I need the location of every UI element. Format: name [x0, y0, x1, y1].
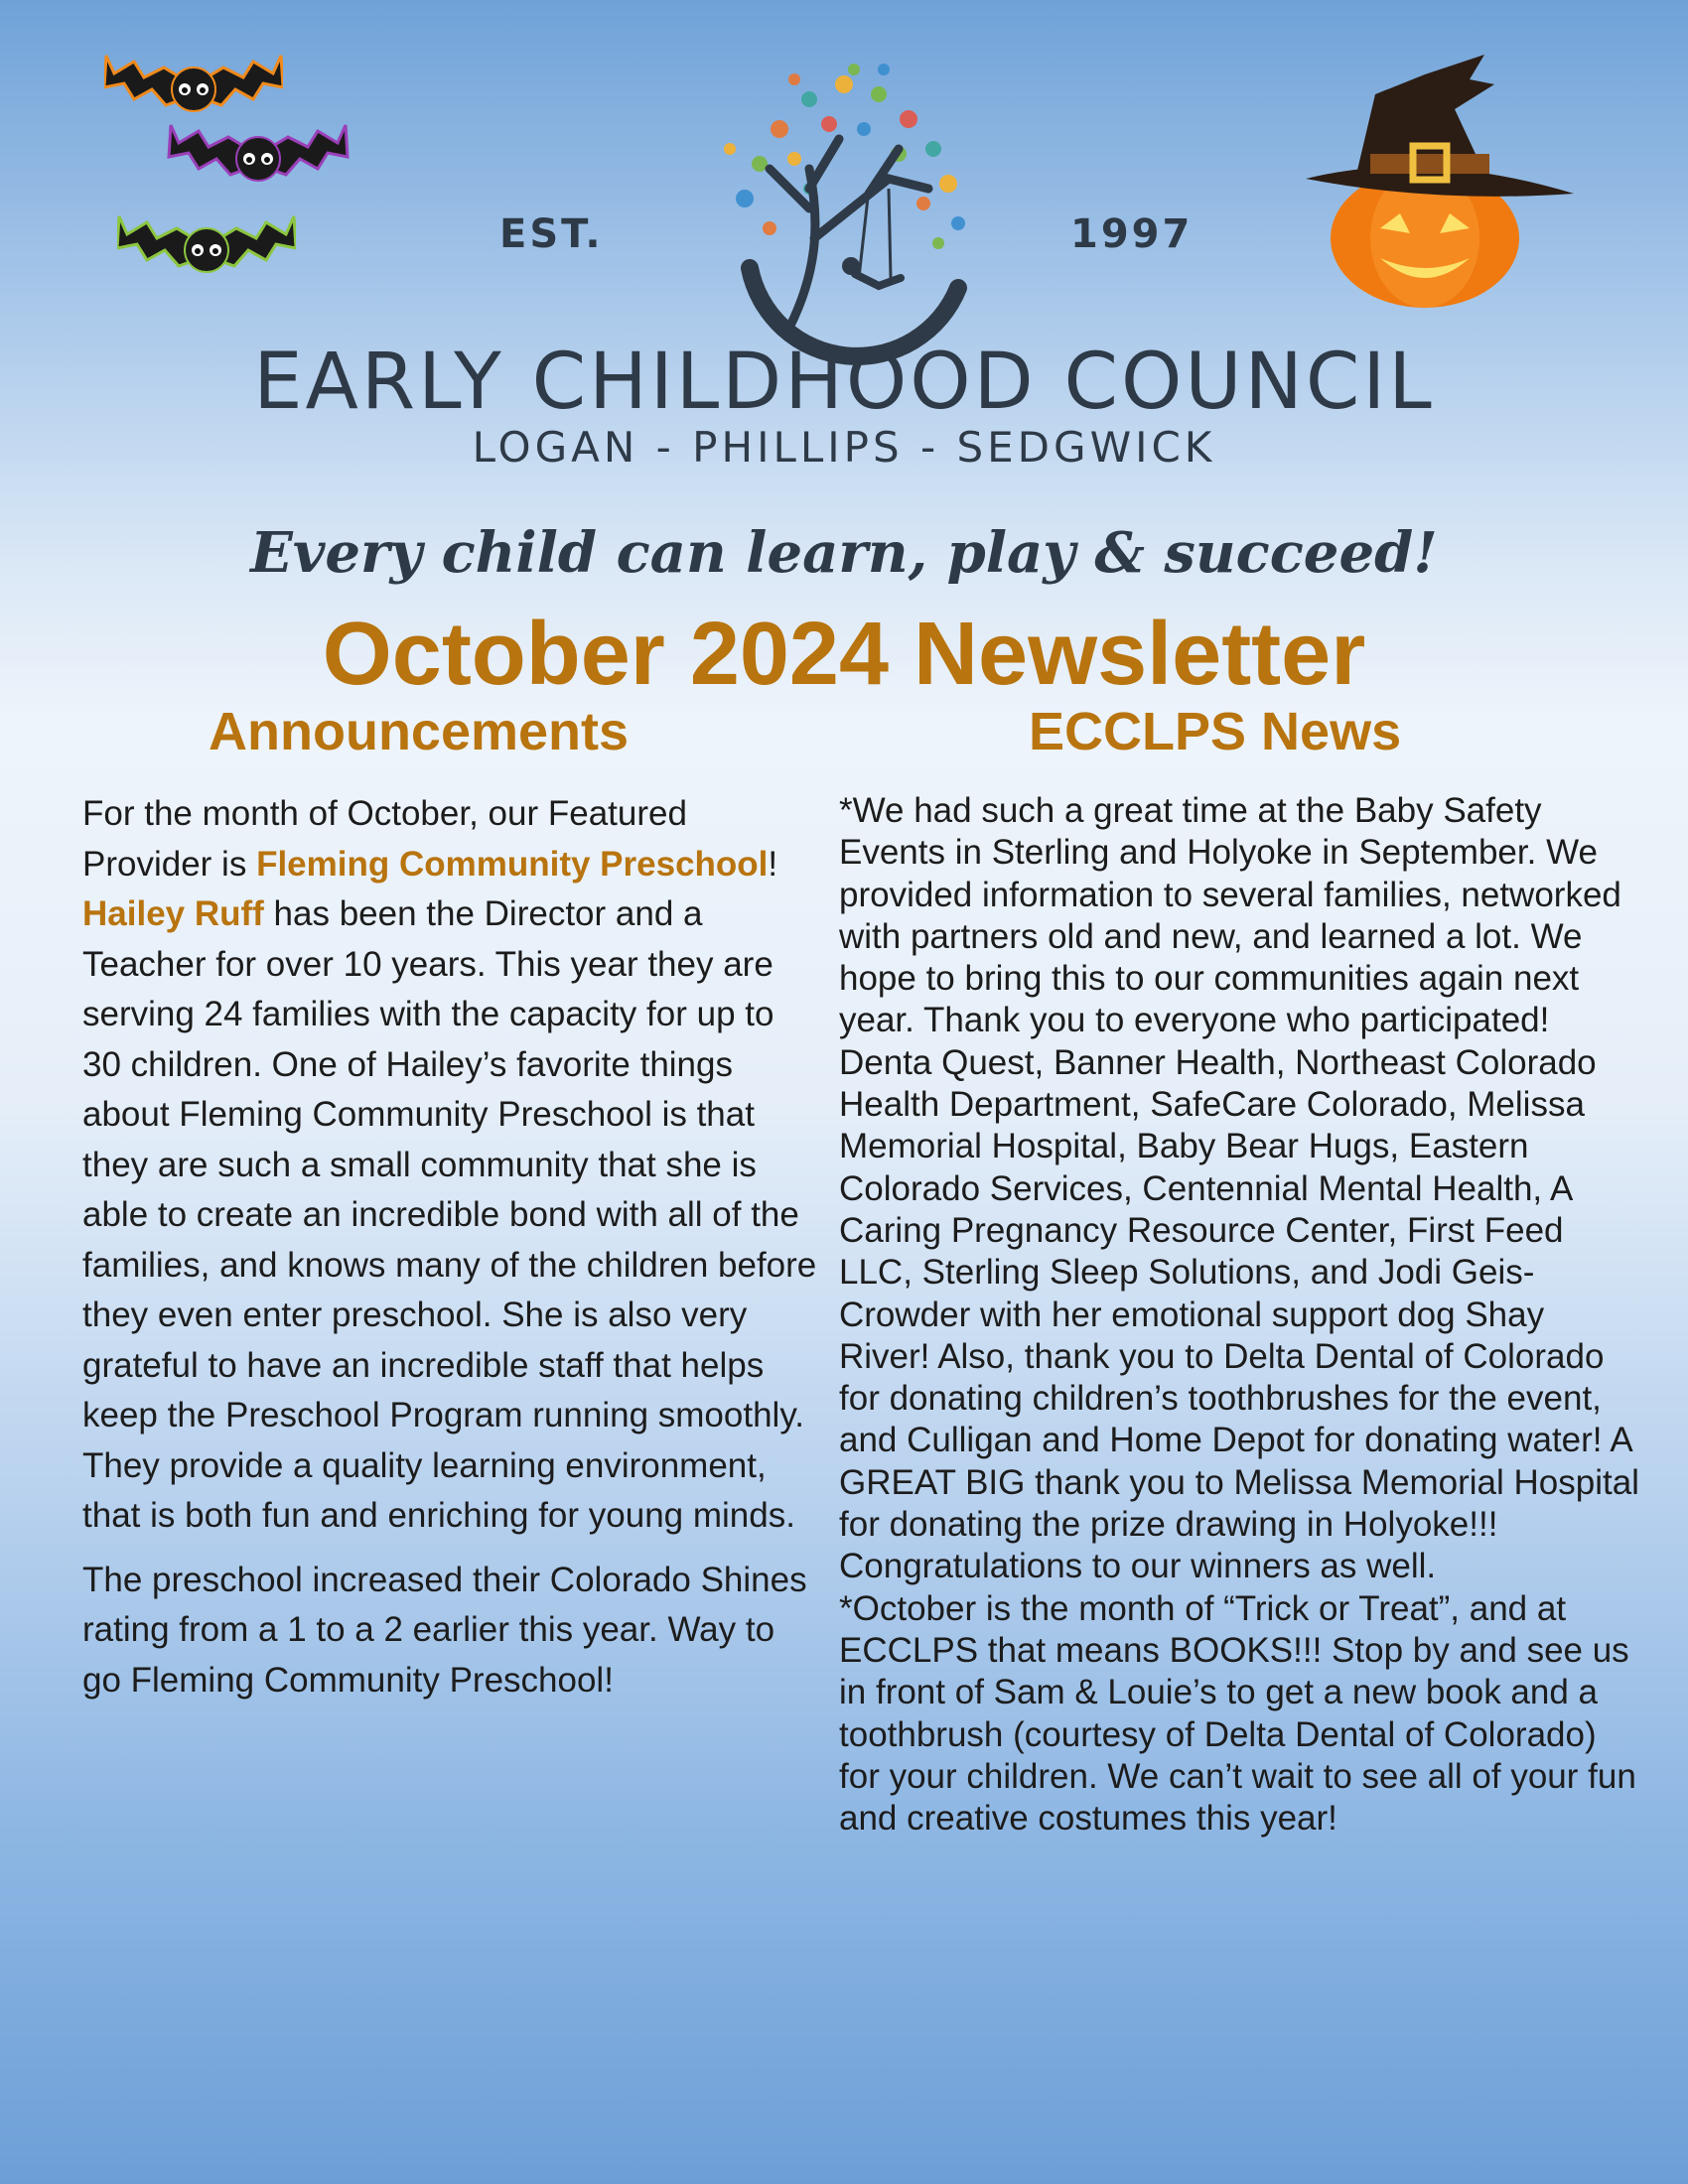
news-heading: ECCLPS News — [1029, 702, 1402, 761]
orange-bat-icon — [104, 48, 283, 119]
news-paragraph-1: *We had such a great time at the Baby Safety Events in Sterling and Holyoke in September. We provided information to several families, networked with partners old and new, and learned a lot. We hope to bring this to our communities again next year. Thank you to everyone who participated! Denta Quest, Banner Health, Northeast Colorado Health Department, SafeCare Colorado, Melissa Memorial Hospital, Baby Bear Hugs, Eastern Colorado Services, Centennial Mental Health, A Caring Pregnancy Resource Center, First Feed LLC, Sterling Sleep Solutions, and Jodi Geis-Crowder with her emotional support dog Shay River! Also, thank you to Delta Dental of Colorado for donating children’s toothbrushes for the event, and Culligan and Home Depot for donating water! A GREAT BIG thank you to Melissa Memorial Hospital for donating the prize drawing in Holyoke!!! Congratulations to our winners as well. — [839, 791, 1639, 1586]
announcements-paragraph-1 — [82, 789, 817, 1542]
green-bat-icon — [117, 208, 296, 280]
tagline: Every child can learn, play & succeed! — [250, 520, 1438, 586]
announcement-text: ! — [768, 844, 778, 884]
organization-name: EARLY CHILDHOOD COUNCIL — [253, 338, 1435, 427]
news-column — [839, 790, 1643, 1840]
counties-subtitle: LOGAN - PHILLIPS - SEDGWICK — [472, 423, 1216, 472]
established-year: 1997 — [1070, 211, 1194, 257]
newsletter-title: October 2024 Newsletter — [322, 605, 1366, 704]
purple-bat-icon — [167, 117, 350, 189]
announcements-column — [82, 789, 817, 1719]
announcements-heading: Announcements — [209, 702, 630, 761]
established-label: EST. — [499, 211, 604, 257]
news-paragraph-2: *October is the month of “Trick or Treat”, and at ECCLPS that means BOOKS!!! Stop by and see us in front of Sam & Louie’s to get a new book and a toothbrush (courtesy of Delta Dental of Colorado) for your children. We can’t wait to see all of your fun and creative costumes this year! — [839, 1588, 1636, 1839]
featured-provider: Fleming Community Preschool — [256, 844, 769, 884]
pumpkin-witch-hat-icon — [1286, 55, 1594, 308]
tree-swing-logo-icon — [670, 40, 1008, 377]
announcements-paragraph-2: The preschool increased their Colorado Shines rating from a 1 to a 2 earlier this year. Way to go Fleming Community Preschool! — [82, 1560, 807, 1700]
announcement-text: For the month of October, our Featured Provider is — [82, 794, 687, 884]
announcement-text: has been the Director and a Teacher for over 10 years. This year they are serving 24 families with the capacity for up to 30 children. One of Hailey’s favorite things about Fleming Community Preschool is that they are such a small community that she is able to create an incredible bond with all of the families, and knows many of the children before they even enter preschool. She is also very grateful to have an incredible staff that helps keep the Preschool Program running smoothly. They provide a quality learning environment, that is both fun and enriching for young minds. — [82, 894, 817, 1535]
director-name: Hailey Ruff — [82, 894, 264, 933]
